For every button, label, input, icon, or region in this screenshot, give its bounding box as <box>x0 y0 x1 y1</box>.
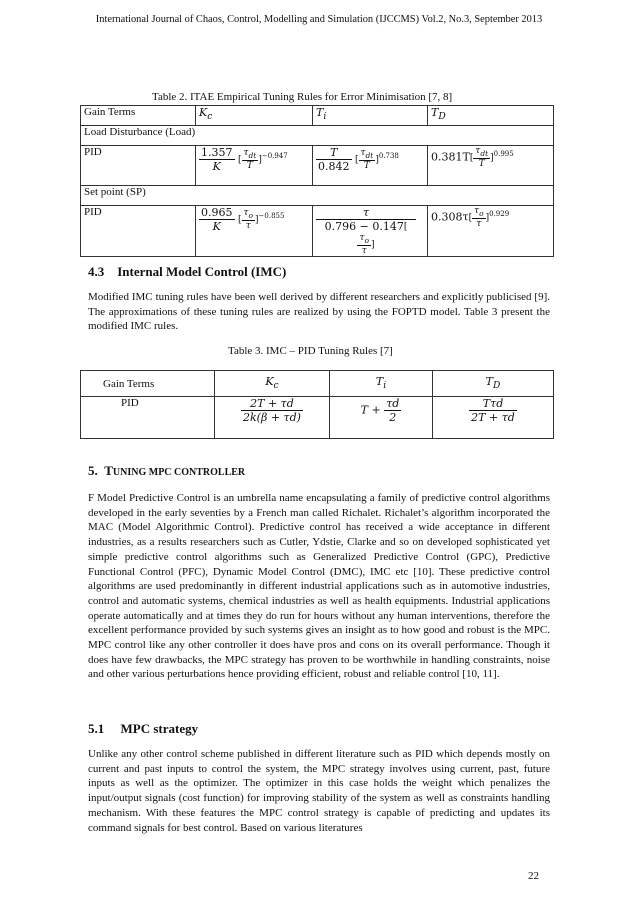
t2-r1-kc: $\frac{1.357}{K}$ [ $\frac{\tau_{dt}}{T}$ ]$^{-0.947}$ <box>196 146 313 186</box>
t2-header-gain: Gain Terms <box>81 106 196 126</box>
running-header: International Journal of Chaos, Control, Modelling and Simulation (IJCCMS) Vol.2, No.3, September 2013 <box>95 14 543 25</box>
table2-caption: Table 2. ITAE Empirical Tuning Rules for Error Minimisation [7, 8] <box>152 91 453 103</box>
table3-caption: Table 3. IMC – PID Tuning Rules [7] <box>228 345 393 357</box>
t3-header-td: $T_D$ <box>433 371 554 397</box>
t2-row-label: PID <box>81 146 196 186</box>
table3 <box>80 370 554 439</box>
t2-header-ti: $T_i$ <box>313 106 428 126</box>
t3-td: $\frac{\text{Tτd}}{2T + \tau d}$ <box>433 397 554 439</box>
t2-section-load: Load Disturbance (Load) <box>81 126 554 146</box>
t2-r1-td: 0.381T[ $\frac{\tau_{dt}}{T}$ ]$^{0.995}$ <box>428 146 554 186</box>
paragraph-4-3: Modified IMC tuning rules have been well derived by different researchers and explicitly publicised [9]. The approximations of these tuning rules are realized by using the FOPTD model. Table 3 present the modified IMC rules. <box>88 291 550 333</box>
t3-header-gain: Gain Terms <box>81 371 215 397</box>
t3-header-ti: $T_i$ <box>330 371 433 397</box>
page-number: 22 <box>528 870 539 882</box>
t2-row-label: PID <box>81 206 196 257</box>
section-5-1-heading: 5.1 MPC strategy <box>88 721 199 736</box>
paragraph-5: F Model Predictive Control is an umbrella name encapsulating a family of predictive control algorithms developed in the early seventies by a French man called Richalet. Richalet’s algorithm incorporated the MAC (Model Algorithmic Control). Predictive control has received a wide acceptance in different industries, as a results researchers such as Cutler, Ydstie, Clarke and so on developed sophisticated yet simple predictive control algorithms such as Generalized Predictive Control (GPC), Predictive Functional Control (PFC), Dynamic Model Control (DMC), IMC etc [10]. These predictive control algorithms are used predominantly in different industrial applications such as in automotive industries, control and automatic systems, chemical industries as well as health equipments. Industrial applications operate automatically and at times they do run for hours without any human interventions, therefore the excellent performance provided by such systems gives an insight as to how good and robust is the MPC. MPC control like any other controller it does have pros and cons on its overall performance. Though it does have few drawbacks, the MPC strategy has proven to be worthwhile in handling constraints, noise and other various perturbations hence providing efficient, robust and reliable control [10, 11]. <box>88 492 550 681</box>
paragraph-5-1: Unlike any other control scheme published in different literature such as PID which depends mostly on current and past inputs to control the system, the MPC strategy involves using current, past, future inputs as well as the optimizer. The optimizer in this case holds the weight which penalizes the input/output signals (cost function) for improving stability of the system as well as constraints handling mechanism. With these features the MPC control strategy is capable of predicting and updates its command signals for best control. Based on various literatures <box>88 748 550 834</box>
section-5-heading: 5. TUNING MPC CONTROLLER <box>88 463 246 478</box>
t2-section-sp: Set point (SP) <box>81 186 554 206</box>
t2-r2-td: 0.308τ[ $\frac{\tau_o}{\tau}$ ]$^{0.929}$ <box>428 206 554 257</box>
t3-header-kc: $K_c$ <box>215 371 330 397</box>
t3-ti: T + $\frac{\tau d}{2}$ <box>330 397 433 439</box>
t2-r1-ti: $\frac{T}{0.842}$ [ $\frac{\tau_{dt}}{T}$ ]$^{0.738}$ <box>313 146 428 186</box>
t2-header-kc: $K_c$ <box>196 106 313 126</box>
section-4-3-heading: 4.3 Internal Model Control (IMC) <box>88 264 287 279</box>
t2-header-td: $T_D$ <box>428 106 554 126</box>
table2 <box>80 105 554 257</box>
t3-row-label: PID <box>81 397 215 439</box>
t2-r2-ti: τ 0.796 − 0.147[ $\frac{\tau_o}{\tau}$ ] <box>313 206 428 257</box>
t3-kc: $\frac{2T + \tau d}{2k(\beta + \tau d)}$ <box>215 397 330 439</box>
t2-r2-kc: $\frac{0.965}{K}$ [ $\frac{\tau_o}{\tau}$ ]$^{-0.855}$ <box>196 206 313 257</box>
